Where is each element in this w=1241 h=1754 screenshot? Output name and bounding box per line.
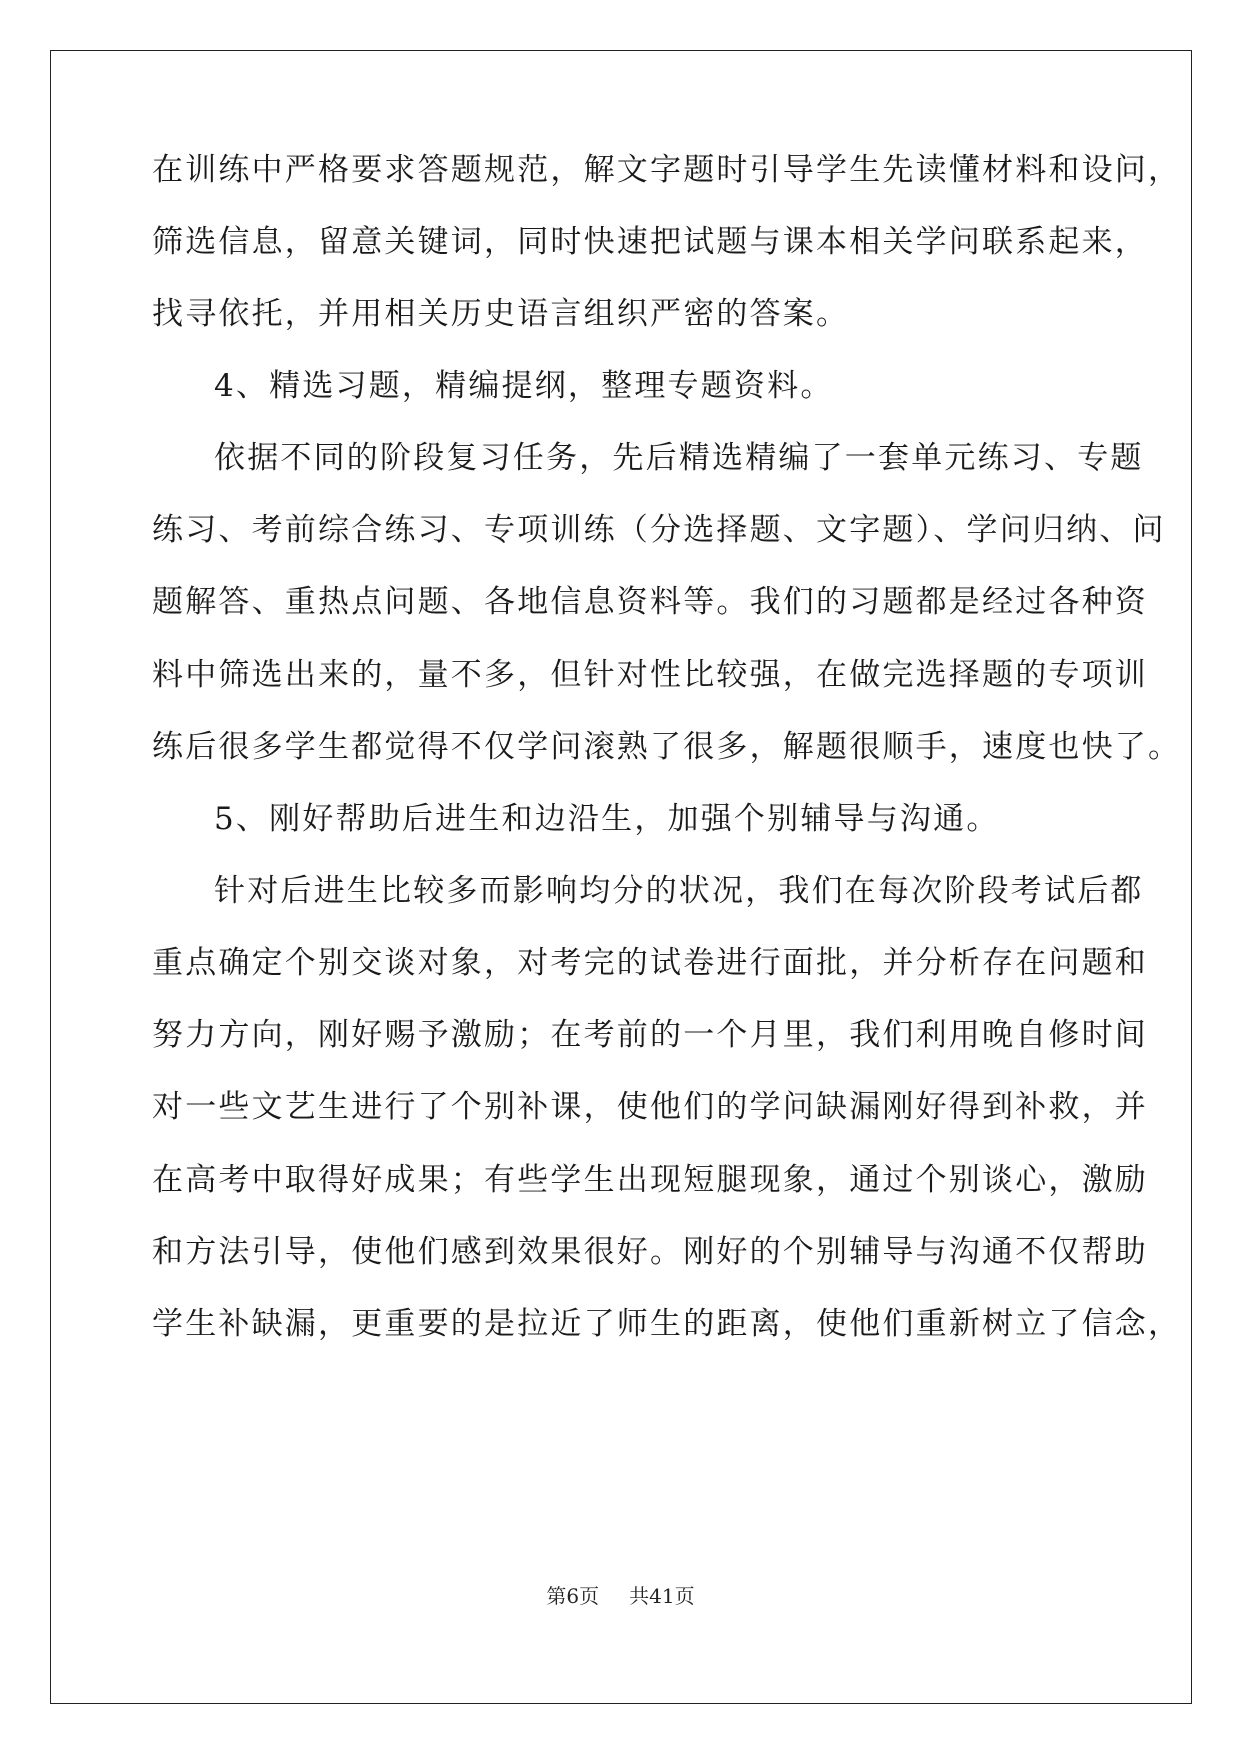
page-total: 共41页 [629, 1584, 695, 1608]
section-heading: 4、精选习题，精编提纲，整理专题资料。 [214, 368, 834, 404]
body-text-line: 对一些文艺生进行了个别补课，使他们的学问缺漏刚好得到补救，并 [152, 1089, 1148, 1125]
body-text-line: 料中筛选出来的，量不多，但针对性比较强，在做完选择题的专项训 [152, 657, 1148, 693]
body-text-line: 题解答、重热点问题、各地信息资料等。我们的习题都是经过各种资 [152, 584, 1148, 620]
page-footer [0, 1580, 1241, 1609]
body-text-line: 在训练中严格要求答题规范，解文字题时引导学生先读懂材料和设问， [152, 152, 1182, 188]
body-text-line: 练后很多学生都觉得不仅学问滚熟了很多，解题很顺手，速度也快了。 [152, 729, 1182, 765]
body-text-line: 依据不同的阶段复习任务，先后精选精编了一套单元练习、专题 [214, 440, 1144, 476]
body-text-line: 学生补缺漏，更重要的是拉近了师生的距离，使他们重新树立了信念， [152, 1306, 1182, 1342]
body-text-line: 筛选信息，留意关键词，同时快速把试题与课本相关学问联系起来， [152, 224, 1148, 260]
body-text-line: 练习、考前综合练习、专项训练（分选择题、文字题）、学问归纳、问 [152, 512, 1166, 548]
body-text-line: 在高考中取得好成果；有些学生出现短腿现象，通过个别谈心，激励 [152, 1162, 1148, 1198]
body-text-line: 努力方向，刚好赐予激励；在考前的一个月里，我们利用晚自修时间 [152, 1017, 1148, 1053]
page-number: 第6页 [546, 1584, 600, 1608]
section-heading: 5、刚好帮助后进生和边沿生，加强个别辅导与沟通。 [214, 801, 1000, 837]
body-text-line: 和方法引导，使他们感到效果很好。刚好的个别辅导与沟通不仅帮助 [152, 1234, 1148, 1270]
body-text-line: 重点确定个别交谈对象，对考完的试卷进行面批，并分析存在问题和 [152, 945, 1148, 981]
body-text-line: 针对后进生比较多而影响均分的状况，我们在每次阶段考试后都 [214, 873, 1144, 909]
body-text-line: 找寻依托，并用相关历史语言组织严密的答案。 [152, 296, 850, 332]
